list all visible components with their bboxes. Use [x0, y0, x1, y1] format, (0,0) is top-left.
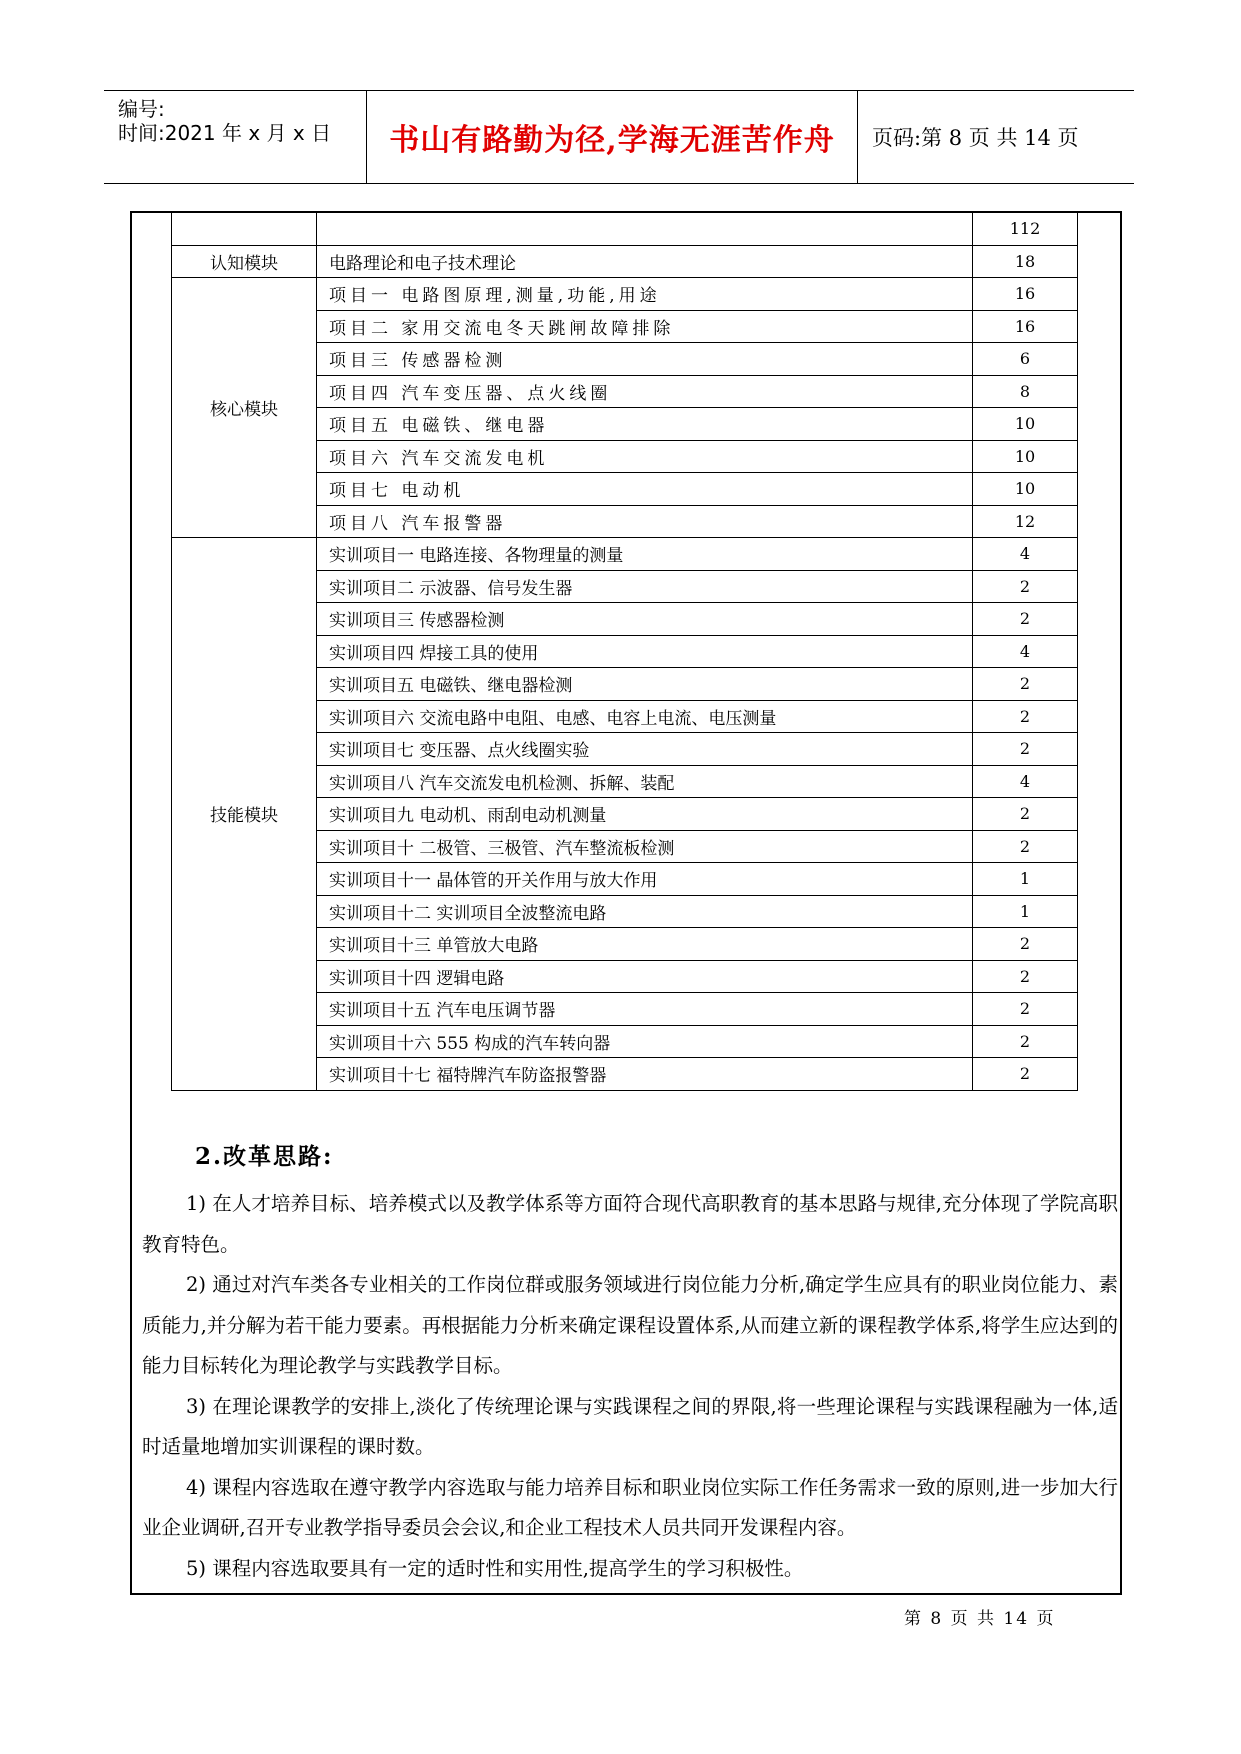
table-row: [172, 213, 1078, 246]
item-cell: 电路理论和电子技术理论: [317, 245, 973, 278]
item-cell: 实训项目十五 汽车电压调节器: [317, 993, 973, 1026]
hours-cell: 2: [973, 1025, 1078, 1058]
item-cell: 项目二 家用交流电冬天跳闸故障排除: [317, 310, 973, 343]
hours-cell: 6: [973, 343, 1078, 376]
item-cell: 项目五 电磁铁、继电器: [317, 408, 973, 441]
table-row: [172, 245, 1078, 278]
item-cell: 项目四 汽车变压器、点火线圈: [317, 375, 973, 408]
hours-cell: 18: [973, 245, 1078, 278]
table-row: [172, 538, 1078, 571]
hours-cell: 10: [973, 440, 1078, 473]
hours-cell: 16: [973, 310, 1078, 343]
item-cell: 实训项目十七 福特牌汽车防盗报警器: [317, 1058, 973, 1091]
hours-cell: 2: [973, 700, 1078, 733]
item-cell: 实训项目十一 晶体管的开关作用与放大作用: [317, 863, 973, 896]
item-cell: 实训项目十三 单管放大电路: [317, 928, 973, 961]
hours-cell: 4: [973, 538, 1078, 571]
hours-cell: 16: [973, 278, 1078, 311]
header-meta: [104, 91, 367, 183]
reform-paragraph: 4) 课程内容选取在遵守教学内容选取与能力培养目标和职业岗位实际工作任务需求一致的原则,进一步加大行业企业调研,召开专业教学指导委员会会议,和企业工程技术人员共同开发课程内容。: [142, 1475, 1118, 1539]
module-name-cell: 核心模块: [172, 278, 317, 538]
item-cell: 实训项目十四 逻辑电路: [317, 960, 973, 993]
item-cell: 实训项目六 交流电路中电阻、电感、电容上电流、电压测量: [317, 700, 973, 733]
hours-cell: 112: [973, 213, 1078, 246]
hours-cell: 1: [973, 895, 1078, 928]
item-cell: 实训项目一 电路连接、各物理量的测量: [317, 538, 973, 571]
item-cell: 项目六 汽车交流发电机: [317, 440, 973, 473]
item-cell: 项目一 电路图原理,测量,功能,用途: [317, 278, 973, 311]
hours-cell: 10: [973, 408, 1078, 441]
item-cell: 实训项目三 传感器检测: [317, 603, 973, 636]
item-cell: 项目七 电动机: [317, 473, 973, 506]
reform-paragraph: 3) 在理论课教学的安排上,淡化了传统理论课与实践课程之间的界限,将一些理论课程与实践课程融为一体,适时适量地增加实训课程的课时数。: [142, 1394, 1118, 1458]
hours-cell: 2: [973, 570, 1078, 603]
hours-cell: 2: [973, 1058, 1078, 1091]
hours-cell: 2: [973, 668, 1078, 701]
course-module-table: [171, 212, 1078, 1091]
header-page-label: 页码:第 8 页 共 14 页: [872, 126, 1079, 150]
hours-cell: 2: [973, 830, 1078, 863]
item-cell: 实训项目十二 实训项目全波整流电路: [317, 895, 973, 928]
item-cell: 项目八 汽车报警器: [317, 505, 973, 538]
hours-cell: 4: [973, 765, 1078, 798]
hours-cell: 2: [973, 960, 1078, 993]
item-cell: 实训项目八 汽车交流发电机检测、拆解、装配: [317, 765, 973, 798]
module-name-cell: 技能模块: [172, 538, 317, 1091]
item-cell: 实训项目五 电磁铁、继电器检测: [317, 668, 973, 701]
header-motto: 书山有路勤为径,学海无涯苦作舟: [367, 91, 858, 183]
section-title: 2.改革思路:: [195, 1143, 334, 1170]
hours-cell: 12: [973, 505, 1078, 538]
reform-paragraph: 1) 在人才培养目标、培养模式以及教学体系等方面符合现代高职教育的基本思路与规律,充分体现了学院高职教育特色。: [142, 1192, 1118, 1256]
item-cell: 实训项目十 二极管、三极管、汽车整流板检测: [317, 830, 973, 863]
hours-cell: 1: [973, 863, 1078, 896]
hours-cell: 2: [973, 603, 1078, 636]
item-cell: 实训项目七 变压器、点火线圈实验: [317, 733, 973, 766]
document-number-label: 编号:: [118, 97, 165, 121]
hours-cell: 4: [973, 635, 1078, 668]
item-cell: 实训项目四 焊接工具的使用: [317, 635, 973, 668]
document-time-label: 时间:2021 年 x 月 x 日: [118, 121, 332, 145]
hours-cell: 10: [973, 473, 1078, 506]
item-cell: 实训项目九 电动机、雨刮电动机测量: [317, 798, 973, 831]
reform-paragraphs: [142, 1184, 1118, 1589]
page-footer: 第 8 页 共 14 页: [904, 1609, 1056, 1629]
table-row: [172, 278, 1078, 311]
hours-cell: 8: [973, 375, 1078, 408]
item-cell: 实训项目二 示波器、信号发生器: [317, 570, 973, 603]
item-cell: 项目三 传感器检测: [317, 343, 973, 376]
hours-cell: 2: [973, 798, 1078, 831]
reform-paragraph: 2) 通过对汽车类各专业相关的工作岗位群或服务领域进行岗位能力分析,确定学生应具有的职业岗位能力、素质能力,并分解为若干能力要素。再根据能力分析来确定课程设置体系,从而建立新的课程教学体系,将学生应达到的能力目标转化为理论教学与实践教学目标。: [142, 1273, 1118, 1377]
hours-cell: 2: [973, 733, 1078, 766]
module-name-cell: 认知模块: [172, 245, 317, 278]
reform-paragraph: 5) 课程内容选取要具有一定的适时性和实用性,提高学生的学习积极性。: [186, 1556, 804, 1580]
item-cell: 实训项目十六 555 构成的汽车转向器: [317, 1025, 973, 1058]
hours-cell: 2: [973, 993, 1078, 1026]
page-header: [104, 90, 1134, 184]
hours-cell: 2: [973, 928, 1078, 961]
